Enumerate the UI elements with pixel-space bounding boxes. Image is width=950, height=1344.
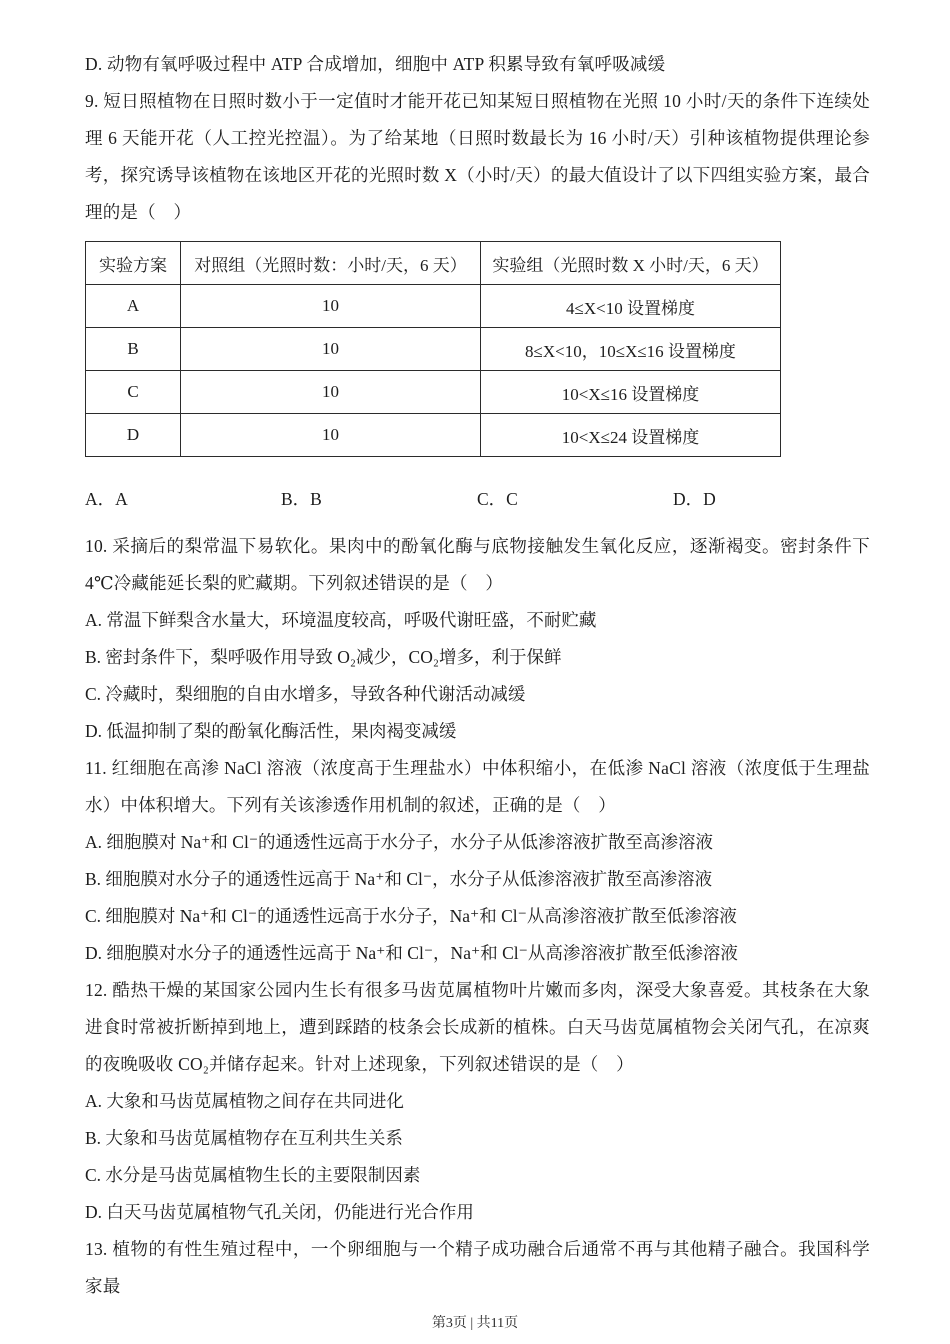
- question-11-stem: 11. 红细胞在高渗 NaCl 溶液（浓度高于生理盐水）中体积缩小，在低渗 NaCl 溶液（浓度低于生理盐水）中体积增大。下列有关该渗透作用机制的叙述，正确的是（ ）: [85, 758, 870, 815]
- table-cell-control: 10: [181, 328, 481, 371]
- table-cell-experimental: 4≤X<10 设置梯度: [481, 285, 781, 328]
- table-row: [86, 285, 781, 328]
- q9-answer-choices: [85, 481, 870, 518]
- page-footer: 第3页 | 共11页: [431, 1316, 519, 1331]
- table-cell-plan: A: [86, 285, 181, 328]
- q12-option-a: A. 大象和马齿苋属植物之间存在共同进化: [85, 1091, 404, 1111]
- q10-option-d: D. 低温抑制了梨的酚氧化酶活性，果肉褐变减缓: [85, 721, 457, 741]
- table-header-experimental-group: 实验组（光照时数 X 小时/天，6 天）: [481, 242, 781, 285]
- table-cell-plan: D: [86, 414, 181, 457]
- table-row: [86, 414, 781, 457]
- q9-choice-b: B．B: [281, 489, 322, 509]
- table-cell-experimental: 10<X≤24 设置梯度: [481, 414, 781, 457]
- table-header-row: [86, 242, 781, 285]
- q11-option-b: B. 细胞膜对水分子的通透性远高于 Na⁺和 Cl⁻，水分子从低渗溶液扩散至高渗溶液: [85, 869, 713, 889]
- question-10-stem: 10. 采摘后的梨常温下易软化。果肉中的酚氧化酶与底物接触发生氧化反应，逐渐褐变。密封条件下 4℃冷藏能延长梨的贮藏期。下列叙述错误的是（ ）: [85, 536, 870, 593]
- q11-option-a: A. 细胞膜对 Na⁺和 Cl⁻的通透性远高于水分子，水分子从低渗溶液扩散至高渗溶液: [85, 832, 714, 852]
- q10-option-b: B. 密封条件下，梨呼吸作用导致 O₂减少，CO₂增多，利于保鲜: [85, 647, 562, 667]
- question-13-stem: 13. 植物的有性生殖过程中，一个卵细胞与一个精子成功融合后通常不再与其他精子融合。我国科学家最: [85, 1239, 870, 1296]
- table-header-control-group: 对照组（光照时数：小时/天，6 天）: [181, 242, 481, 285]
- q9-choice-c: C．C: [477, 489, 518, 509]
- question-9-stem: 9. 短日照植物在日照时数小于一定值时才能开花已知某短日照植物在光照 10 小时/天的条件下连续处理 6 天能开花（人工控光控温）。为了给某地（日照时数最长为 16 小时/天）引种该植物提供理论参考，探究诱导该植物在该地区开花的光照时数 X（小时/天）的最大值设计了以下四组实验方案，最合理的是（ ）: [85, 91, 870, 222]
- q9-choice-d: D．D: [673, 489, 716, 509]
- table-row: [86, 371, 781, 414]
- q9-choice-a: A．A: [85, 489, 128, 509]
- q10-option-a: A. 常温下鲜梨含水量大，环境温度较高，呼吸代谢旺盛，不耐贮藏: [85, 610, 597, 630]
- table-cell-plan: B: [86, 328, 181, 371]
- q12-option-d: D. 白天马齿苋属植物气孔关闭，仍能进行光合作用: [85, 1202, 474, 1222]
- table-cell-control: 10: [181, 414, 481, 457]
- table-cell-control: 10: [181, 285, 481, 328]
- table-cell-control: 10: [181, 371, 481, 414]
- q11-option-c: C. 细胞膜对 Na⁺和 Cl⁻的通透性远高于水分子，Na⁺和 Cl⁻从高渗溶液扩散至低渗溶液: [85, 906, 737, 926]
- q11-option-d: D. 细胞膜对水分子的通透性远高于 Na⁺和 Cl⁻，Na⁺和 Cl⁻从高渗溶液扩散至低渗溶液: [85, 943, 738, 963]
- table-cell-experimental: 8≤X<10，10≤X≤16 设置梯度: [481, 328, 781, 371]
- table-cell-plan: C: [86, 371, 181, 414]
- question-12-stem: 12. 酷热干燥的某国家公园内生长有很多马齿苋属植物叶片嫩而多肉，深受大象喜爱。其枝条在大象进食时常被折断掉到地上，遭到踩踏的枝条会长成新的植株。白天马齿苋属植物会关闭气孔，在凉爽的夜晚吸收 CO₂并储存起来。针对上述现象，下列叙述错误的是（ ）: [85, 980, 870, 1074]
- question-8-option-d: D. 动物有氧呼吸过程中 ATP 合成增加，细胞中 ATP 积累导致有氧呼吸减缓: [85, 54, 666, 74]
- q12-option-c: C. 水分是马齿苋属植物生长的主要限制因素: [85, 1165, 421, 1185]
- table-row: [86, 328, 781, 371]
- table-cell-experimental: 10<X≤16 设置梯度: [481, 371, 781, 414]
- q9-experiment-table: [85, 241, 781, 457]
- q12-option-b: B. 大象和马齿苋属植物存在互利共生关系: [85, 1128, 403, 1148]
- q10-option-c: C. 冷藏时，梨细胞的自由水增多，导致各种代谢活动减缓: [85, 684, 526, 704]
- table-header-plan: 实验方案: [86, 242, 181, 285]
